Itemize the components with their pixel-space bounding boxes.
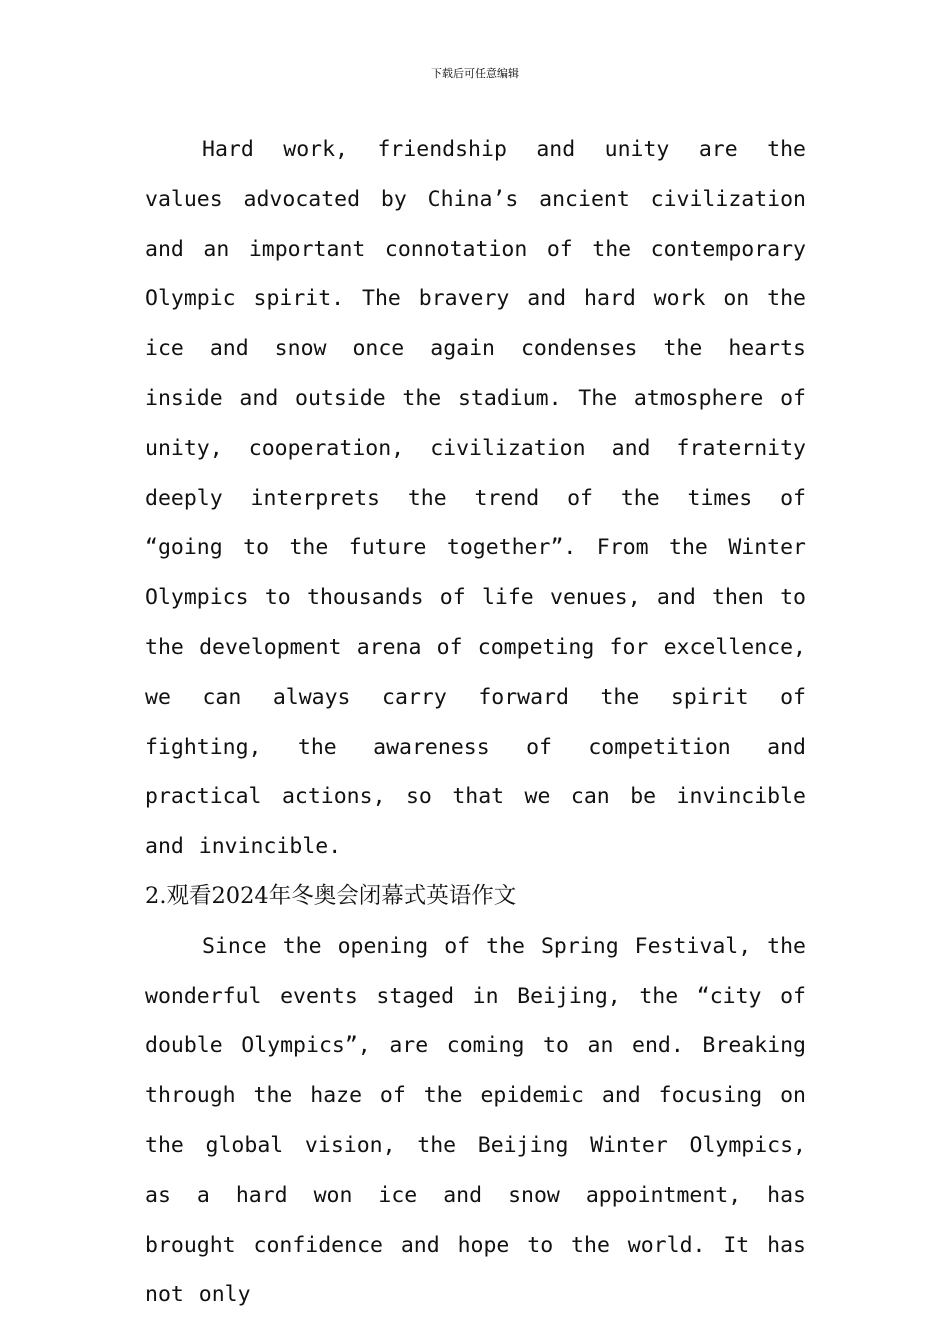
section-heading: 2.观看2024年冬奥会闭幕式英语作文 xyxy=(145,882,517,909)
essay-paragraph-2: Since the opening of the Spring Festival, the wonderful events staged in Beijing, the “city of double Olympics”, are coming to an end. Breaking through the haze of the epidemic and focusing on the global vision, the Beijing Winter Olympics, as a hard won ice and snow appointment, has brought confidence and hope to the world. It has not only xyxy=(145,933,806,1308)
essay-paragraph-1: Hard work, friendship and unity are the values advocated by China’s ancient civilization and an important connotation of the contemporary Olympic spirit. The bravery and hard work on the ice and snow once again condenses the hearts inside and outside the stadium. The atmosphere of unity, cooperation, civilization and fraternity deeply interprets the trend of the times of “going to the future together”. From the Winter Olympics to thousands of life venues, and then to the development arena of competing for excellence, we can always carry forward the spirit of fighting, the awareness of competition and practical actions, so that we can be invincible and invincible. xyxy=(145,137,806,860)
page-header-note: 下载后可任意编辑 xyxy=(431,67,519,80)
document-body xyxy=(145,125,806,1320)
